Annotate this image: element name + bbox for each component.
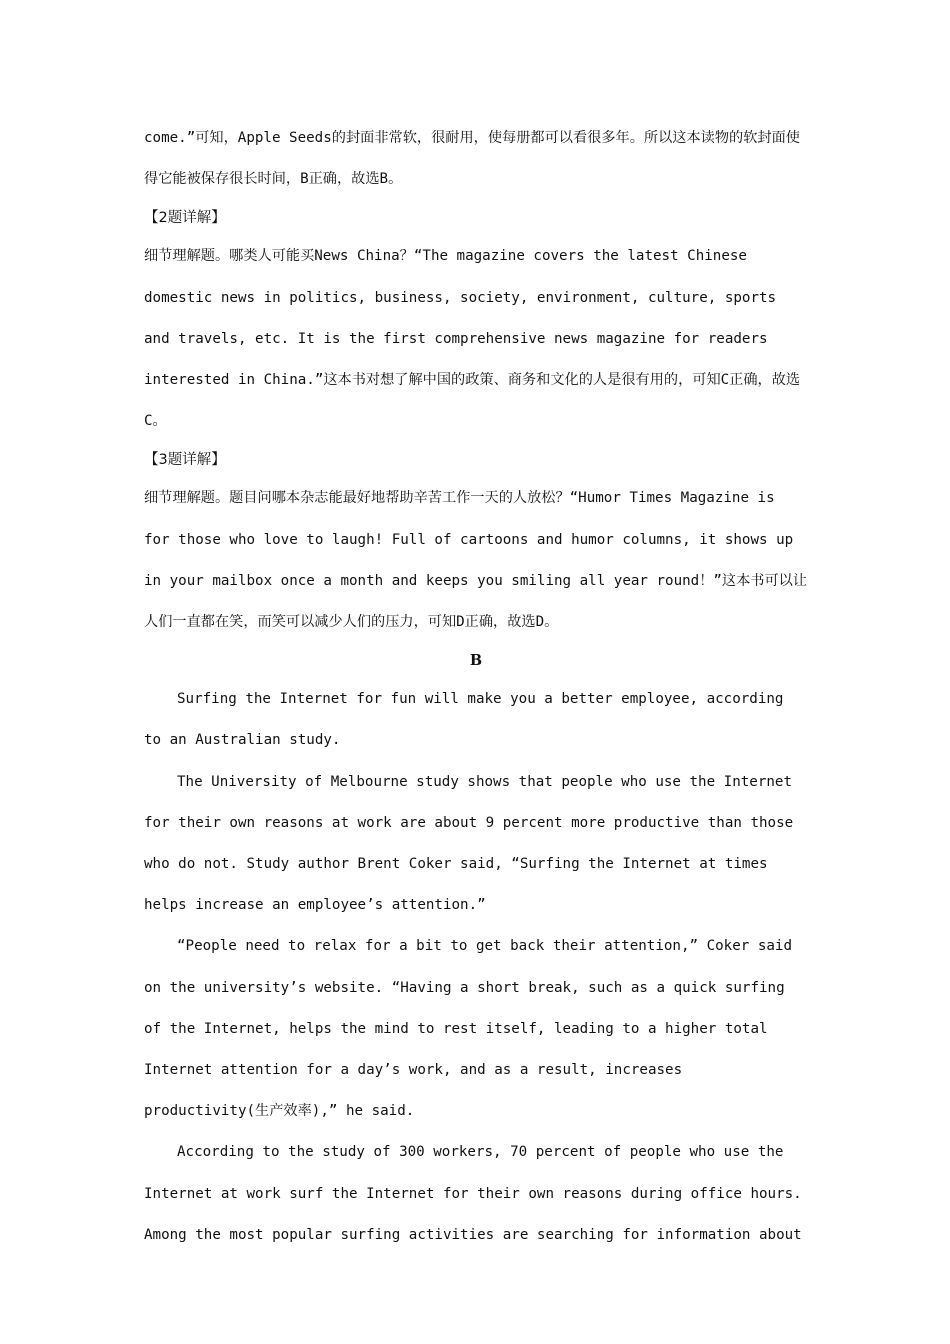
answer-explanation-2: 细节理解题。哪类人可能买News China？“The magazine covers the latest Chinese domestic news in politics, business, society, environment, culture, sports and travels, etc. It is the first comprehensive news magazine for readers interested in China.”这本书对想了解中国的政策、商务和文化的人是很有用的，可知C正确，故选C。 [144, 248, 801, 430]
section-b-heading: B [469, 652, 483, 670]
passage-paragraph-2: The University of Melbourne study shows that people who use the Internet for their own reasons at work are about 9 percent more productive than those who do not. Study author Brent Coker said, “Surfing the Internet at times helps increase an employee’s attention.” [144, 773, 794, 914]
question-3-heading: 【3题详解】 [144, 452, 226, 469]
document-body [144, 118, 808, 1256]
passage-paragraph-3: “People need to relax for a bit to get back their attention,” Coker said on the university’s website. “Having a short break, such as a quick surfing of the Internet, helps the mind to rest itself, leading to a higher total Internet attention for a day’s work, and as a result, increases productivity(生产效率),” he said. [144, 938, 792, 1120]
passage-paragraph-1: Surfing the Internet for fun will make you a better employee, according to an Australian study. [144, 691, 784, 749]
passage-paragraph-4: According to the study of 300 workers, 70 percent of people who use the Internet at work surf the Internet for their own reasons during office hours. Among the most popular surfing activities are searching for information about [144, 1144, 802, 1243]
question-2-heading: 【2题详解】 [144, 210, 226, 227]
answer-explanation-3: 细节理解题。题目问哪本杂志能最好地帮助辛苦工作一天的人放松？“Humor Times Magazine is for those who love to laugh! Full of cartoons and humor columns, it shows up in your mailbox once a month and keeps you smiling all year round！”这本书可以让人们一直都在笑，而笑可以减少人们的压力，可知D正确，故选D。 [144, 490, 808, 631]
answer-explanation-1-end: come.”可知，Apple Seeds的封面非常软，很耐用，使每册都可以看很多年。所以这本读物的软封面使得它能被保存很长时间，B正确，故选B。 [144, 130, 800, 188]
